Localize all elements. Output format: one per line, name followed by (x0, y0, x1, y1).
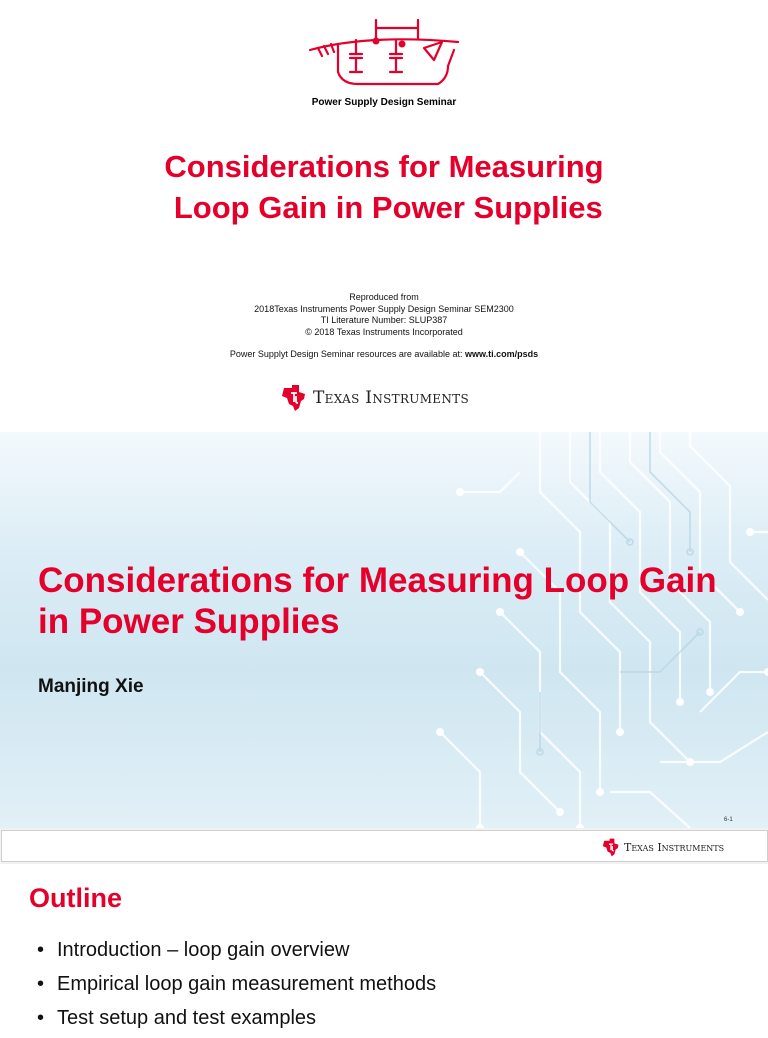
cover-title-line-1: Considerations for Measuring (164, 149, 604, 184)
outline-bullet-list (37, 936, 436, 1038)
cover-title-line-2: Loop Gain in Power Supplies (165, 190, 603, 225)
repro-line-1: Reproduced from (349, 292, 419, 302)
ti-brand-wordmark: Texas Instruments (313, 388, 469, 408)
outline-slide (0, 864, 768, 1029)
seminar-circuit-logo-icon (298, 14, 468, 94)
bullet-icon: • (37, 973, 45, 995)
title-slide (0, 432, 768, 828)
repro-line-3: TI Literature Number: SLUP387 (320, 315, 448, 325)
resources-link[interactable]: www.ti.com/psds (464, 349, 539, 359)
cover-title (0, 146, 768, 228)
bullet-icon: • (37, 939, 45, 961)
reproduction-notice (0, 292, 768, 338)
bullet-text: Empirical loop gain measurement methods (57, 973, 437, 995)
footer-ti-brand (602, 838, 724, 857)
bullet-text: Test setup and test examples (57, 1007, 317, 1029)
ti-logo-icon (281, 384, 307, 412)
repro-line-4: © 2018 Texas Instruments Incorporated (305, 326, 463, 337)
cover-page (0, 0, 768, 432)
footer-bar (1, 830, 768, 862)
list-item (37, 936, 436, 970)
resources-line (0, 349, 768, 359)
list-item (37, 970, 436, 1004)
repro-line-2: 2018Texas Instruments Power Supply Design Seminar SEM2300 (254, 303, 514, 314)
bullet-icon: • (37, 1007, 45, 1029)
bullet-text: Introduction – loop gain overview (57, 939, 350, 961)
footer-ti-wordmark: Texas Instruments (624, 841, 725, 854)
ti-logo-icon (602, 838, 620, 857)
author-name: Manjing Xie (38, 676, 144, 697)
outline-title: Outline (29, 883, 122, 913)
ti-brand-logo (281, 384, 469, 412)
page-number: 6-1 (724, 817, 733, 823)
seminar-label: Power Supply Design Seminar (311, 97, 457, 108)
resources-text: Power Supplyt Design Seminar resources are available at: (229, 349, 465, 359)
slide-footer-strip (0, 828, 768, 864)
slide-title: Considerations for Measuring Loop Gain in Power Supplies (38, 561, 717, 641)
list-item (37, 1004, 436, 1038)
